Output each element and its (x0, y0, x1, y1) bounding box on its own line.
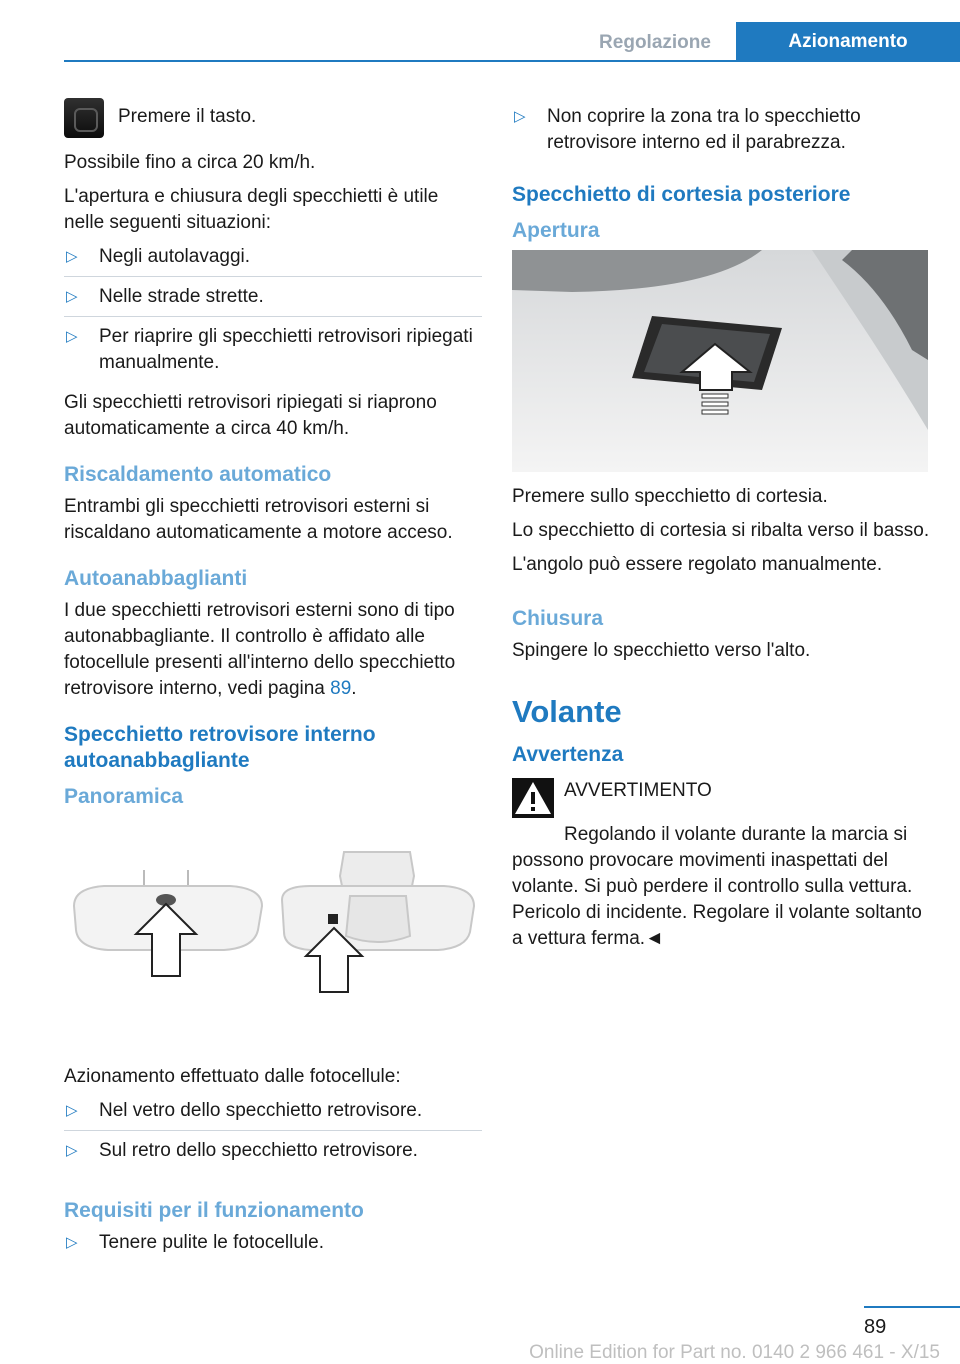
heading-panoramica: Panoramica (64, 785, 184, 808)
edition-text: Online Edition for Part no. 0140 2 966 461 - X/15 (529, 1342, 940, 1363)
paragraph: I due specchietti retrovisori esterni sono di tipo autonabbagliante. Il controllo è affidato alle fotocellule presenti all'interno dello specchietto retrovisore interno, vedi pagina 89. (64, 600, 456, 699)
heading-riscaldamento: Riscaldamento automatico (64, 463, 332, 486)
page-number: 89 (864, 1316, 887, 1338)
paragraph: Premere sullo specchietto di cortesia. (512, 486, 828, 507)
paragraph: Gli specchietti retrovisori ripiegati si riaprono automaticamente a circa 40 km/h. (64, 392, 437, 439)
triangle-bullet-icon: ▷ (66, 248, 78, 265)
interior-mirror-illustration (64, 816, 482, 1056)
triangle-bullet-icon: ▷ (66, 1142, 78, 1159)
tab-regolazione[interactable]: Regolazione (599, 32, 711, 53)
warning-block (512, 778, 930, 818)
paragraph: L'apertura e chiusura degli specchietti è utile nelle seguenti situazioni: (64, 186, 439, 233)
paragraph: Lo specchietto di cortesia si ribalta verso il basso. (512, 520, 930, 541)
button-instruction (64, 104, 482, 138)
triangle-bullet-icon: ▷ (66, 288, 78, 305)
heading-avvertenza: Avvertenza (512, 743, 624, 766)
mirror-fold-button-icon (64, 98, 104, 138)
bullet-list (64, 1098, 482, 1170)
heading-specchietto-interno: Specchietto retrovisore interno autoanabbagliante (64, 723, 376, 772)
heading-autoanabbaglianti: Autoanabbaglianti (64, 567, 248, 590)
paragraph: Spingere lo specchietto verso l'alto. (512, 640, 811, 661)
page-link[interactable]: 89 (330, 678, 352, 699)
list-item: ▷ Negli autolavaggi. (64, 244, 482, 277)
bullet-list (512, 104, 930, 162)
triangle-bullet-icon: ▷ (66, 328, 78, 345)
paragraph: Possibile fino a circa 20 km/h. (64, 152, 316, 173)
heading-cortesia: Specchietto di cortesia posteriore (512, 183, 851, 206)
heading-apertura: Apertura (512, 219, 600, 242)
mirror-rear-view (282, 852, 474, 992)
triangle-bullet-icon: ▷ (66, 1234, 78, 1251)
warning-title: AVVERTIMENTO (564, 780, 712, 801)
list-item: ▷ Nel vetro dello specchietto retrovisore. (64, 1098, 482, 1131)
triangle-bullet-icon: ▷ (514, 108, 526, 125)
list-item: ▷ Sul retro dello specchietto retrovisore. (64, 1138, 482, 1170)
warning-triangle-icon (512, 778, 554, 818)
right-column (512, 104, 930, 960)
vanity-mirror-photo (512, 250, 928, 472)
paragraph: L'angolo può essere regolato manualmente. (512, 554, 883, 575)
left-column (64, 104, 482, 1270)
list-item: ▷ Per riaprire gli specchietti retrovisori ripiegati manualmente. (66, 326, 473, 373)
heading-requisiti: Requisiti per il funzionamento (64, 1199, 364, 1222)
bullet-list (64, 244, 482, 382)
bullet-list (64, 1230, 482, 1262)
mirror-front-view (74, 870, 262, 976)
list-item: ▷ Tenere pulite le fotocellule. (64, 1230, 482, 1262)
paragraph: Entrambi gli specchietti retrovisori esterni si riscaldano automaticamente a motore acceso. (64, 496, 453, 543)
list-item: ▷ Non coprire la zona tra lo specchietto retrovisore interno ed il parabrezza. (514, 106, 861, 153)
heading-chiusura: Chiusura (512, 607, 604, 630)
paragraph: Azionamento effettuato dalle fotocellule: (64, 1066, 401, 1087)
tab-azionamento[interactable]: Azionamento (736, 22, 960, 62)
triangle-bullet-icon: ▷ (66, 1102, 78, 1119)
list-item: ▷ Nelle strade strette. (64, 284, 482, 317)
button-text: Premere il tasto. (118, 106, 257, 127)
heading-volante: Volante (512, 694, 622, 729)
footer-rule (864, 1306, 960, 1308)
warning-text: Regolando il volante durante la marcia si possono provocare movimenti inaspettati del volante. Si può perdere il controllo sulla vettura. Pericolo di incidente. Regolare il volante soltanto a vettura ferma.◄ (512, 824, 922, 949)
